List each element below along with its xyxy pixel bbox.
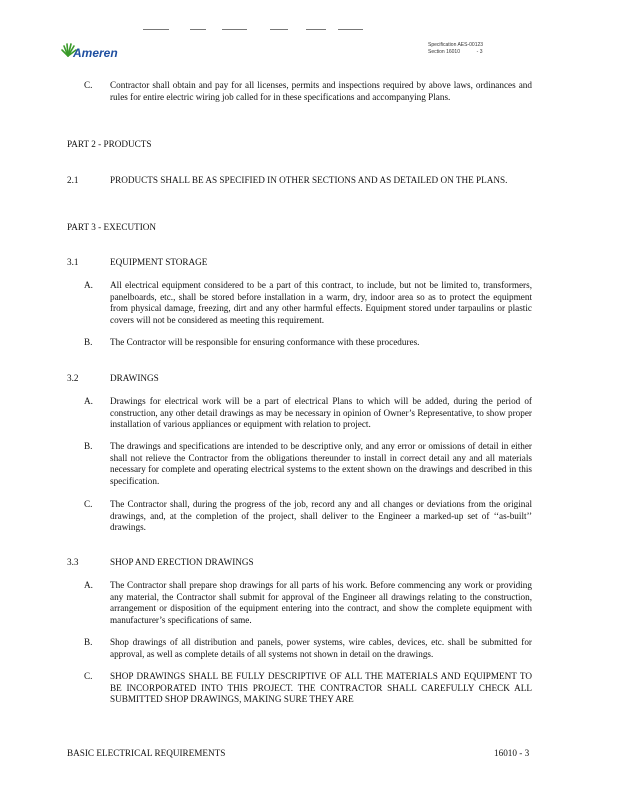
header-rule-6: [338, 29, 363, 30]
item-label: B.: [84, 337, 93, 347]
part-2-heading: PART 2 - PRODUCTS: [67, 139, 152, 149]
item-text: The Contractor shall prepare shop drawings for all parts of his work. Before commencing any work or providing any material, the Contractor shall submit for approval of the Engineer all drawings relating to the construction, arrangement or disposition of the equipment entering into the contract, and show the complete equipment with manufacturer’s specifications of same.: [110, 580, 532, 625]
item-text: The Contractor will be responsible for ensuring conformance with these procedures.: [110, 337, 420, 347]
section-title: EQUIPMENT STORAGE: [110, 257, 208, 267]
item-text: All electrical equipment considered to be a part of this contract, to include, but not be limited to, transformers, panelboards, etc., shall be stored before installation in a warm, dry, indoor area so as to protect the equipment from physical damage, freezing, dirt and any other harmful effects. Equipment stored under tarpaulins or plastic covers will not be considered as meeting this requirement.: [110, 280, 532, 325]
item-text: The drawings and specifications are intended to be descriptive only, and any error or omissions of detail in either shall not relieve the Contractor from the obligations thereunder to install in correct detail any and all materials necessary for complete and operating electrical systems to the extent shown on the drawings and described in this specification.: [110, 441, 532, 486]
header-rule-1: [143, 29, 169, 30]
item-label: A.: [84, 280, 93, 290]
footer-page-number: 16010 - 3: [494, 748, 530, 758]
item-label: C.: [84, 671, 93, 681]
spec-line-1: Specification AES-00123: [428, 42, 484, 48]
item-label: A.: [84, 396, 93, 406]
spec-line-2: Section 16010 - 3: [428, 49, 483, 55]
item-text: Contractor shall obtain and pay for all licenses, permits and inspections required by above laws, ordinances and rules for entire electric wiring job called for in these specifications and accompanying Plans.: [110, 80, 532, 102]
part-3-heading: PART 3 - EXECUTION: [67, 222, 157, 232]
section-text: PRODUCTS SHALL BE AS SPECIFIED IN OTHER SECTIONS AND AS DETAILED ON THE PLANS.: [110, 175, 508, 185]
section-number: 3.3: [67, 557, 79, 567]
section-number: 2.1: [67, 175, 79, 185]
footer-title: BASIC ELECTRICAL REQUIREMENTS: [67, 748, 226, 758]
item-text: Drawings for electrical work will be a part of electrical Plans to which will be added, during the period of construction, any other detail drawings as may be necessary in opinion of Owner’s Representative, to show proper installation of various appliances or equipment with relation to project.: [110, 396, 532, 430]
logo-text: Ameren: [73, 46, 118, 60]
spec-page: - 3: [476, 49, 483, 55]
item-label: C.: [84, 80, 93, 90]
item-label: A.: [84, 580, 93, 590]
item-label: B.: [84, 441, 93, 451]
section-number: 3.1: [67, 257, 79, 267]
item-label: B.: [84, 637, 93, 647]
item-text: Shop drawings of all distribution and panels, power systems, wire cables, devices, etc. shall be submitted for approval, as well as complete details of all systems not shown in detail on the drawings.: [110, 637, 532, 659]
item-label: C.: [84, 499, 93, 509]
item-text: The Contractor shall, during the progress of the job, record any and all changes or deviations from the original drawings, and, at the completion of the project, shall deliver to the Engineer a marked-up set of ‘‘as-built’’ drawings.: [110, 499, 532, 533]
header-rule-4: [270, 29, 288, 30]
item-text: SHOP DRAWINGS SHALL BE FULLY DESCRIPTIVE OF ALL THE MATERIALS AND EQUIPMENT TO BE INCORPORATED INTO THIS PROJECT. THE CONTRACTOR SHALL CAREFULLY CHECK ALL SUBMITTED SHOP DRAWINGS, MAKING SURE THEY ARE: [110, 671, 532, 705]
section-title: SHOP AND ERECTION DRAWINGS: [110, 557, 254, 567]
section-number: 3.2: [67, 373, 79, 383]
header-rule-2: [190, 29, 206, 30]
header-rule-5: [306, 29, 326, 30]
section-title: DRAWINGS: [110, 373, 159, 383]
header-rule-3: [222, 29, 247, 30]
spec-reference: [428, 42, 483, 56]
